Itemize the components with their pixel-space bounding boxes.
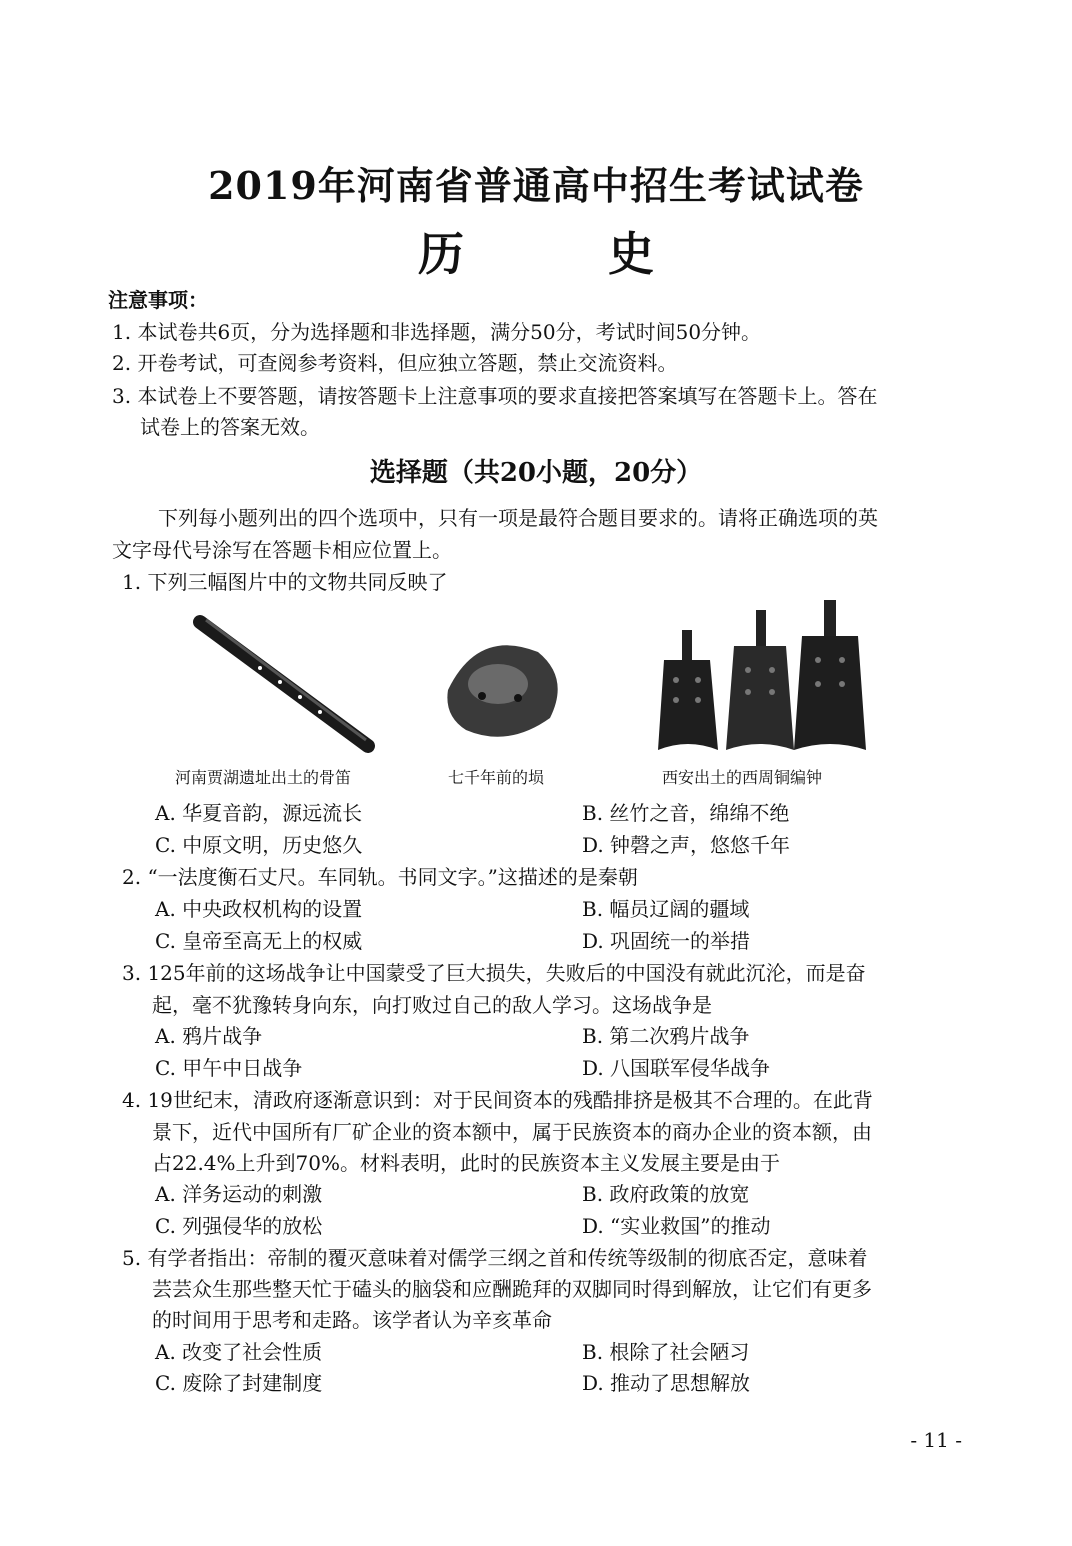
q5-option-b: B. 根除了社会陋习 bbox=[582, 1340, 750, 1364]
q4-option-c: C. 列强侵华的放松 bbox=[155, 1214, 323, 1238]
section-instruction-1: 下列每小题列出的四个选项中，只有一项是最符合题目要求的。请将正确选项的英 bbox=[158, 506, 878, 530]
q5-stem-3: 的时间用于思考和走路。该学者认为辛亥革命 bbox=[152, 1308, 552, 1332]
q2-stem: 2. “一法度衡石丈尺。车同轨。书同文字。”这描述的是秦朝 bbox=[122, 865, 638, 889]
q1-option-d: D. 钟磬之声，悠悠千年 bbox=[582, 833, 791, 857]
q1-option-a: A. 华夏音韵，源远流长 bbox=[155, 801, 363, 825]
q1-option-c: C. 中原文明，历史悠久 bbox=[155, 833, 363, 857]
subject-char-2: 史 bbox=[608, 227, 654, 281]
q4-option-b: B. 政府政策的放宽 bbox=[582, 1182, 750, 1206]
q1-caption-1: 河南贾湖遗址出土的骨笛 bbox=[175, 768, 352, 787]
notice-item-3: 3. 本试卷上不要答题，请按答题卡上注意事项的要求直接把答案填写在答题卡上。答在 bbox=[112, 384, 878, 408]
q2-option-c: C. 皇帝至高无上的权威 bbox=[155, 929, 363, 953]
q4-option-a: A. 洋务运动的刺激 bbox=[155, 1182, 323, 1206]
q3-option-b: B. 第二次鸦片战争 bbox=[582, 1024, 750, 1048]
q1-caption-2: 七千年前的埙 bbox=[448, 768, 545, 787]
notice-item-3-cont: 试卷上的答案无效。 bbox=[140, 415, 320, 439]
notice-heading: 注意事项： bbox=[108, 288, 208, 312]
q1-caption-3: 西安出土的西周铜编钟 bbox=[662, 768, 823, 787]
section-title: 选择题（共20小题，20分） bbox=[369, 458, 703, 488]
q1-option-b: B. 丝竹之音，绵绵不绝 bbox=[582, 801, 790, 825]
q4-stem-3: 占22.4%上升到70%。材料表明，此时的民族资本主义发展主要是由于 bbox=[152, 1151, 780, 1175]
exam-title: 2019年河南省普通高中招生考试试卷 bbox=[208, 163, 864, 208]
q3-option-c: C. 甲午中日战争 bbox=[155, 1056, 303, 1080]
q3-option-a: A. 鸦片战争 bbox=[155, 1024, 263, 1048]
q1-figures bbox=[0, 600, 1072, 760]
q4-stem-2: 景下，近代中国所有厂矿企业的资本额中，属于民族资本的商办企业的资本额，由 bbox=[152, 1120, 872, 1144]
subject-char-1: 历 bbox=[418, 227, 464, 281]
q1-stem: 1. 下列三幅图片中的文物共同反映了 bbox=[122, 570, 448, 594]
q2-option-d: D. 巩固统一的举措 bbox=[582, 929, 751, 953]
xun-image bbox=[438, 600, 578, 760]
q2-option-a: A. 中央政权机构的设置 bbox=[155, 897, 363, 921]
q3-stem-1: 3. 125年前的这场战争让中国蒙受了巨大损失，失败后的中国没有就此沉沦，而是奋 bbox=[122, 961, 866, 985]
q5-option-c: C. 废除了封建制度 bbox=[155, 1371, 323, 1395]
q5-option-a: A. 改变了社会性质 bbox=[155, 1340, 323, 1364]
bone-flute-image bbox=[170, 600, 410, 760]
subject-title bbox=[0, 218, 1072, 284]
page-number: - 11 - bbox=[910, 1428, 962, 1452]
q4-stem-1: 4. 19世纪末，清政府逐渐意识到：对于民间资本的残酷排挤是极其不合理的。在此背 bbox=[122, 1088, 873, 1112]
notice-item-2: 2. 开卷考试，可查阅参考资料，但应独立答题，禁止交流资料。 bbox=[112, 351, 678, 375]
q5-stem-1: 5. 有学者指出：帝制的覆灭意味着对儒学三纲之首和传统等级制的彻底否定，意味着 bbox=[122, 1246, 868, 1270]
q3-option-d: D. 八国联军侵华战争 bbox=[582, 1056, 771, 1080]
q5-option-d: D. 推动了思想解放 bbox=[582, 1371, 751, 1395]
q3-stem-2: 起，毫不犹豫转身向东，向打败过自己的敌人学习。这场战争是 bbox=[152, 993, 712, 1017]
q2-option-b: B. 幅员辽阔的疆域 bbox=[582, 897, 750, 921]
bronze-chime-bells-image bbox=[652, 600, 872, 760]
q5-stem-2: 芸芸众生那些整天忙于磕头的脑袋和应酬跪拜的双脚同时得到解放，让它们有更多 bbox=[152, 1277, 872, 1301]
notice-item-1: 1. 本试卷共6页，分为选择题和非选择题，满分50分，考试时间50分钟。 bbox=[112, 320, 762, 344]
q4-option-d: D. “实业救国”的推动 bbox=[582, 1214, 771, 1238]
section-instruction-2: 文字母代号涂写在答题卡相应位置上。 bbox=[112, 538, 452, 562]
